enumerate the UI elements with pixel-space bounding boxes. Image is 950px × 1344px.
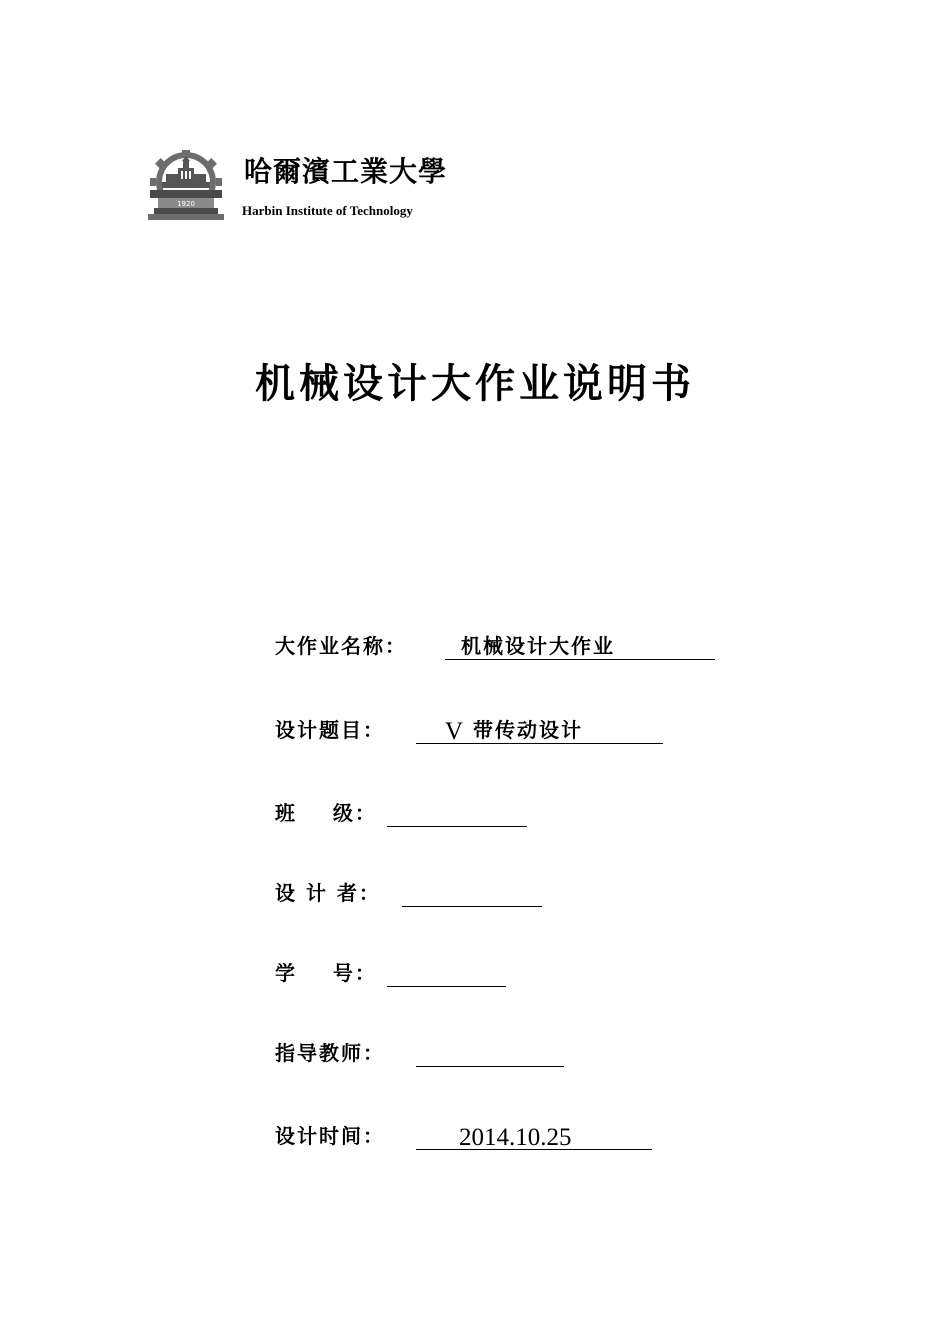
document-title: 机械设计大作业说明书 (255, 361, 695, 407)
emblem-year: 1920 (177, 200, 195, 208)
field-label: 设计时间： (275, 1124, 385, 1148)
field-label: 班 级： (275, 801, 377, 825)
field-assignment-name (275, 630, 735, 660)
field-advisor (275, 1037, 595, 1067)
field-label: 指导教师： (275, 1041, 385, 1065)
university-header (148, 150, 448, 225)
underline (387, 800, 527, 827)
university-name-en: Harbin Institute of Technology (242, 203, 413, 218)
field-class (275, 797, 575, 827)
field-value: 2014.10.25 (459, 1124, 572, 1151)
field-value: 机械设计大作业 (461, 634, 615, 658)
underline (402, 880, 542, 907)
field-label: 大作业名称： (275, 634, 407, 658)
field-value-prefix: V (445, 718, 464, 745)
field-design-topic (275, 714, 695, 744)
field-label: 学 号： (275, 961, 377, 985)
field-label: 设计题目： (275, 718, 385, 742)
field-value: 带传动设计 (473, 718, 583, 742)
university-emblem-icon (148, 150, 224, 222)
underline (416, 1040, 564, 1067)
field-design-date (275, 1120, 675, 1150)
field-designer (275, 877, 575, 907)
university-name-cn: 哈爾濱工業大學 (244, 155, 448, 188)
field-student-id (275, 957, 575, 987)
field-label: 设 计 者： (275, 881, 381, 905)
underline (387, 960, 506, 987)
